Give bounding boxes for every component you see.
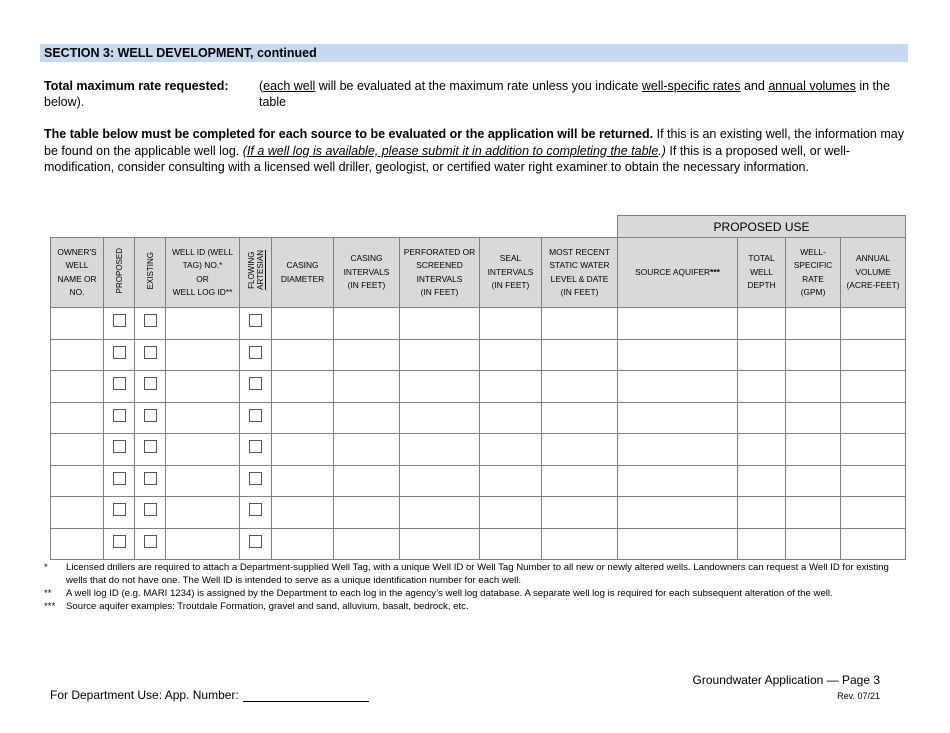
table-cell[interactable] (542, 465, 618, 497)
header-line: (IN FEET) (347, 280, 386, 291)
table-cell[interactable] (618, 434, 738, 466)
col-owner-well (51, 238, 104, 308)
table-cell[interactable] (51, 465, 104, 497)
checkbox-cell (135, 497, 166, 529)
table-cell[interactable] (841, 339, 906, 371)
checkbox-cell (104, 308, 135, 340)
table-cell[interactable] (786, 434, 841, 466)
table-cell[interactable] (841, 434, 906, 466)
table-cell[interactable] (738, 371, 786, 403)
header-line: INTERVALS (343, 266, 390, 277)
table-row (51, 402, 906, 434)
table-cell[interactable] (400, 371, 480, 403)
table-cell[interactable] (334, 402, 400, 434)
checkbox-cell (240, 528, 272, 560)
header-line: LEVEL & DATE (550, 273, 609, 284)
header-line: ANNUAL (856, 253, 891, 264)
table-cell[interactable] (480, 402, 542, 434)
table-cell[interactable] (542, 528, 618, 560)
table-cell[interactable] (400, 402, 480, 434)
table-cell[interactable] (618, 528, 738, 560)
table-cell[interactable] (480, 434, 542, 466)
table-cell[interactable] (400, 339, 480, 371)
checkbox-cell (240, 339, 272, 371)
flowing-artesian-checkbox[interactable] (249, 409, 262, 422)
header-line: DIAMETER (280, 273, 325, 284)
checkbox-cell (135, 308, 166, 340)
table-cell[interactable] (786, 339, 841, 371)
section-header: SECTION 3: WELL DEVELOPMENT, continued (40, 44, 908, 62)
header-line: SPECIFIC (793, 260, 833, 270)
department-use-field (50, 688, 369, 702)
checkbox-cell (104, 434, 135, 466)
table-cell[interactable] (480, 371, 542, 403)
table-cell[interactable] (841, 465, 906, 497)
col-static-water-level (542, 238, 618, 308)
well-table (50, 215, 906, 560)
footnotes (44, 561, 908, 613)
checkbox-cell (104, 402, 135, 434)
table-cell[interactable] (480, 308, 542, 340)
checkbox-cell (240, 465, 272, 497)
table-row (51, 497, 906, 529)
table-cell[interactable] (51, 308, 104, 340)
table-cell[interactable] (841, 497, 906, 529)
table-cell[interactable] (334, 528, 400, 560)
header-line: TOTAL (748, 253, 775, 264)
table-cell[interactable] (272, 308, 334, 340)
flowing-artesian-checkbox[interactable] (249, 314, 262, 327)
existing-checkbox[interactable] (144, 503, 157, 516)
table-cell[interactable] (272, 402, 334, 434)
checkbox-cell (240, 497, 272, 529)
table-row (51, 434, 906, 466)
header-line: MOST RECENT (549, 246, 610, 257)
table-cell[interactable] (618, 371, 738, 403)
table-cell[interactable] (738, 434, 786, 466)
revision-date: Rev. 07/21 (837, 691, 880, 701)
table-cell[interactable] (334, 339, 400, 371)
table-cell[interactable] (542, 402, 618, 434)
table-cell[interactable] (786, 528, 841, 560)
table-cell[interactable] (272, 339, 334, 371)
existing-checkbox[interactable] (144, 440, 157, 453)
app-number-line[interactable] (243, 689, 369, 702)
table-header-spacer (51, 216, 618, 238)
table-cell[interactable] (738, 497, 786, 529)
table-cell[interactable] (400, 308, 480, 340)
table-cell[interactable] (618, 308, 738, 340)
table-cell[interactable] (51, 497, 104, 529)
table-cell[interactable] (400, 528, 480, 560)
col-casing-intervals (334, 238, 400, 308)
table-cell[interactable] (480, 528, 542, 560)
table-row (51, 528, 906, 560)
existing-checkbox[interactable] (144, 346, 157, 359)
checkbox-cell (104, 465, 135, 497)
header-line: OR (196, 273, 209, 284)
table-cell[interactable] (786, 402, 841, 434)
header-line: RATE (802, 273, 824, 284)
checkbox-cell (135, 434, 166, 466)
proposed-checkbox[interactable] (113, 535, 126, 548)
table-cell[interactable] (51, 371, 104, 403)
col-proposed: PROPOSED (104, 238, 135, 308)
existing-checkbox[interactable] (144, 535, 157, 548)
table-cell[interactable] (841, 402, 906, 434)
header-line: WELL ID (WELL (171, 246, 234, 257)
table-cell[interactable] (400, 434, 480, 466)
proposed-checkbox[interactable] (113, 503, 126, 516)
col-existing: EXISTING (135, 238, 166, 308)
header-line: WELL LOG ID** (172, 287, 233, 297)
footnote: *** Source aquifer examples: Troutdale Formation, gravel and sand, alluvium, basalt, bedrock, etc. (44, 601, 469, 612)
existing-checkbox[interactable] (144, 472, 157, 485)
table-cell[interactable] (400, 497, 480, 529)
table-cell[interactable] (841, 528, 906, 560)
table-cell[interactable] (166, 371, 240, 403)
col-perforated-intervals (400, 238, 480, 308)
table-cell[interactable] (51, 402, 104, 434)
proposed-checkbox[interactable] (113, 472, 126, 485)
col-source-aquifer: SOURCE AQUIFER*** (618, 238, 738, 308)
table-cell[interactable] (166, 402, 240, 434)
checkbox-cell (240, 308, 272, 340)
table-cell[interactable] (51, 528, 104, 560)
page-title: Groundwater Application — Page 3 (692, 673, 880, 687)
header-line: (ACRE-FEET) (846, 280, 900, 291)
table-row (51, 308, 906, 340)
header-line: STATIC WATER (549, 260, 610, 270)
table-cell[interactable] (51, 434, 104, 466)
table-cell[interactable] (272, 434, 334, 466)
checkbox-cell (240, 402, 272, 434)
header-line: INTERVALS (487, 266, 534, 277)
table-cell[interactable] (786, 308, 841, 340)
table-cell[interactable] (272, 528, 334, 560)
flowing-artesian-checkbox[interactable] (249, 377, 262, 390)
table-cell[interactable] (786, 371, 841, 403)
table-cell[interactable] (334, 308, 400, 340)
header-line: NAME OR (57, 273, 97, 284)
checkbox-cell (135, 402, 166, 434)
table-cell[interactable] (841, 371, 906, 403)
well-table-body (51, 308, 906, 560)
proposed-checkbox[interactable] (113, 314, 126, 327)
instructions-paragraph: The table below must be completed for each source to be evaluated or the application will be returned. If this is an existing well, the information may be found on the applicable well log. (If a well log is available, please submit it in addition to completing the table.) If this is a proposed well, or well-modification, consider consulting with a licensed well driller, geologist, or certified water right examiner to obtain the necessary information. (44, 127, 904, 174)
rate-note-continued: below). (44, 95, 85, 109)
footnote: * Licensed drillers are required to attach a Department-supplied Well Tag, with a unique Well ID or Well Tag Number to all new or newly altered wells. Landowners can request a Well ID for existing wells that do not have one. The Well ID is intended to serve as a unique identification number for each well. (44, 562, 889, 586)
table-cell[interactable] (400, 465, 480, 497)
table-cell[interactable] (334, 497, 400, 529)
header-line: DEPTH (747, 280, 776, 291)
header-line: WELL (65, 260, 89, 270)
col-total-well-depth (738, 238, 786, 308)
col-seal-intervals (480, 238, 542, 308)
col-well-id (166, 238, 240, 308)
header-line: CASING (350, 253, 383, 264)
proposed-checkbox[interactable] (113, 440, 126, 453)
proposed-checkbox[interactable] (113, 409, 126, 422)
header-line: WELL (750, 266, 773, 277)
flowing-artesian-checkbox[interactable] (249, 440, 262, 453)
table-cell[interactable] (51, 339, 104, 371)
table-row (51, 339, 906, 371)
header-line: TAG) NO.* (182, 260, 223, 270)
table-cell[interactable] (480, 497, 542, 529)
checkbox-cell (135, 339, 166, 371)
existing-checkbox[interactable] (144, 409, 157, 422)
table-cell[interactable] (542, 497, 618, 529)
proposed-use-header: PROPOSED USE (618, 216, 906, 238)
table-cell[interactable] (738, 465, 786, 497)
checkbox-cell (135, 371, 166, 403)
flowing-artesian-checkbox[interactable] (249, 503, 262, 516)
footnote: ** A well log ID (e.g. MARI 1234) is assigned by the Department to each log in the agency’s well log database. A separate well log is required for each subsequent alteration of the well. (44, 588, 833, 599)
col-casing-diameter (272, 238, 334, 308)
checkbox-cell (240, 371, 272, 403)
table-cell[interactable] (480, 339, 542, 371)
col-well-specific-rate (786, 238, 841, 308)
table-cell[interactable] (841, 308, 906, 340)
table-cell[interactable] (272, 371, 334, 403)
checkbox-cell (104, 371, 135, 403)
table-cell[interactable] (166, 528, 240, 560)
table-cell[interactable] (334, 434, 400, 466)
proposed-checkbox[interactable] (113, 346, 126, 359)
table-cell[interactable] (166, 308, 240, 340)
table-cell[interactable] (166, 339, 240, 371)
table-cell[interactable] (618, 497, 738, 529)
header-line: INTERVALS (416, 273, 463, 284)
table-cell[interactable] (480, 465, 542, 497)
header-line: (GPM) (800, 287, 826, 297)
table-cell[interactable] (618, 339, 738, 371)
table-cell[interactable] (166, 434, 240, 466)
table-cell[interactable] (272, 465, 334, 497)
checkbox-cell (104, 528, 135, 560)
checkbox-cell (240, 434, 272, 466)
header-line: CASING (286, 260, 319, 270)
header-line: VOLUME (855, 266, 891, 277)
table-cell[interactable] (542, 308, 618, 340)
table-cell[interactable] (334, 371, 400, 403)
header-line: NO. (69, 287, 85, 297)
table-cell[interactable] (738, 528, 786, 560)
proposed-checkbox[interactable] (113, 377, 126, 390)
table-cell[interactable] (738, 402, 786, 434)
table-cell[interactable] (334, 465, 400, 497)
table-cell[interactable] (542, 339, 618, 371)
header-line: PERFORATED OR (403, 246, 476, 257)
table-cell[interactable] (542, 434, 618, 466)
rate-label: Total maximum rate requested: (44, 79, 229, 93)
header-line: WELL- (800, 246, 826, 257)
flowing-artesian-checkbox[interactable] (249, 346, 262, 359)
table-row (51, 465, 906, 497)
header-line: SCREENED (416, 260, 463, 270)
existing-checkbox[interactable] (144, 377, 157, 390)
header-line: (IN FEET) (420, 287, 459, 297)
table-cell[interactable] (786, 465, 841, 497)
existing-checkbox[interactable] (144, 314, 157, 327)
table-cell[interactable] (272, 497, 334, 529)
table-cell[interactable] (166, 465, 240, 497)
col-annual-volume (841, 238, 906, 308)
table-cell[interactable] (738, 339, 786, 371)
header-line: SEAL (499, 253, 522, 264)
department-use-label: For Department Use: App. Number: (50, 688, 239, 702)
table-cell[interactable] (166, 497, 240, 529)
checkbox-cell (135, 465, 166, 497)
table-cell[interactable] (618, 402, 738, 434)
checkbox-cell (104, 339, 135, 371)
flowing-artesian-checkbox[interactable] (249, 535, 262, 548)
checkbox-cell (135, 528, 166, 560)
table-cell[interactable] (738, 308, 786, 340)
rate-note: (each well will be evaluated at the maximum rate unless you indicate well-specific rates and annual volumes in the table (259, 79, 890, 109)
table-cell[interactable] (618, 465, 738, 497)
table-cell[interactable] (786, 497, 841, 529)
col-flowing-artesian: FLOWING ARTESIAN (240, 238, 272, 308)
flowing-artesian-checkbox[interactable] (249, 472, 262, 485)
header-line: (IN FEET) (560, 287, 599, 297)
header-line: OWNER'S (57, 246, 97, 257)
header-line: (IN FEET) (491, 280, 530, 291)
table-row (51, 371, 906, 403)
table-cell[interactable] (542, 371, 618, 403)
checkbox-cell (104, 497, 135, 529)
